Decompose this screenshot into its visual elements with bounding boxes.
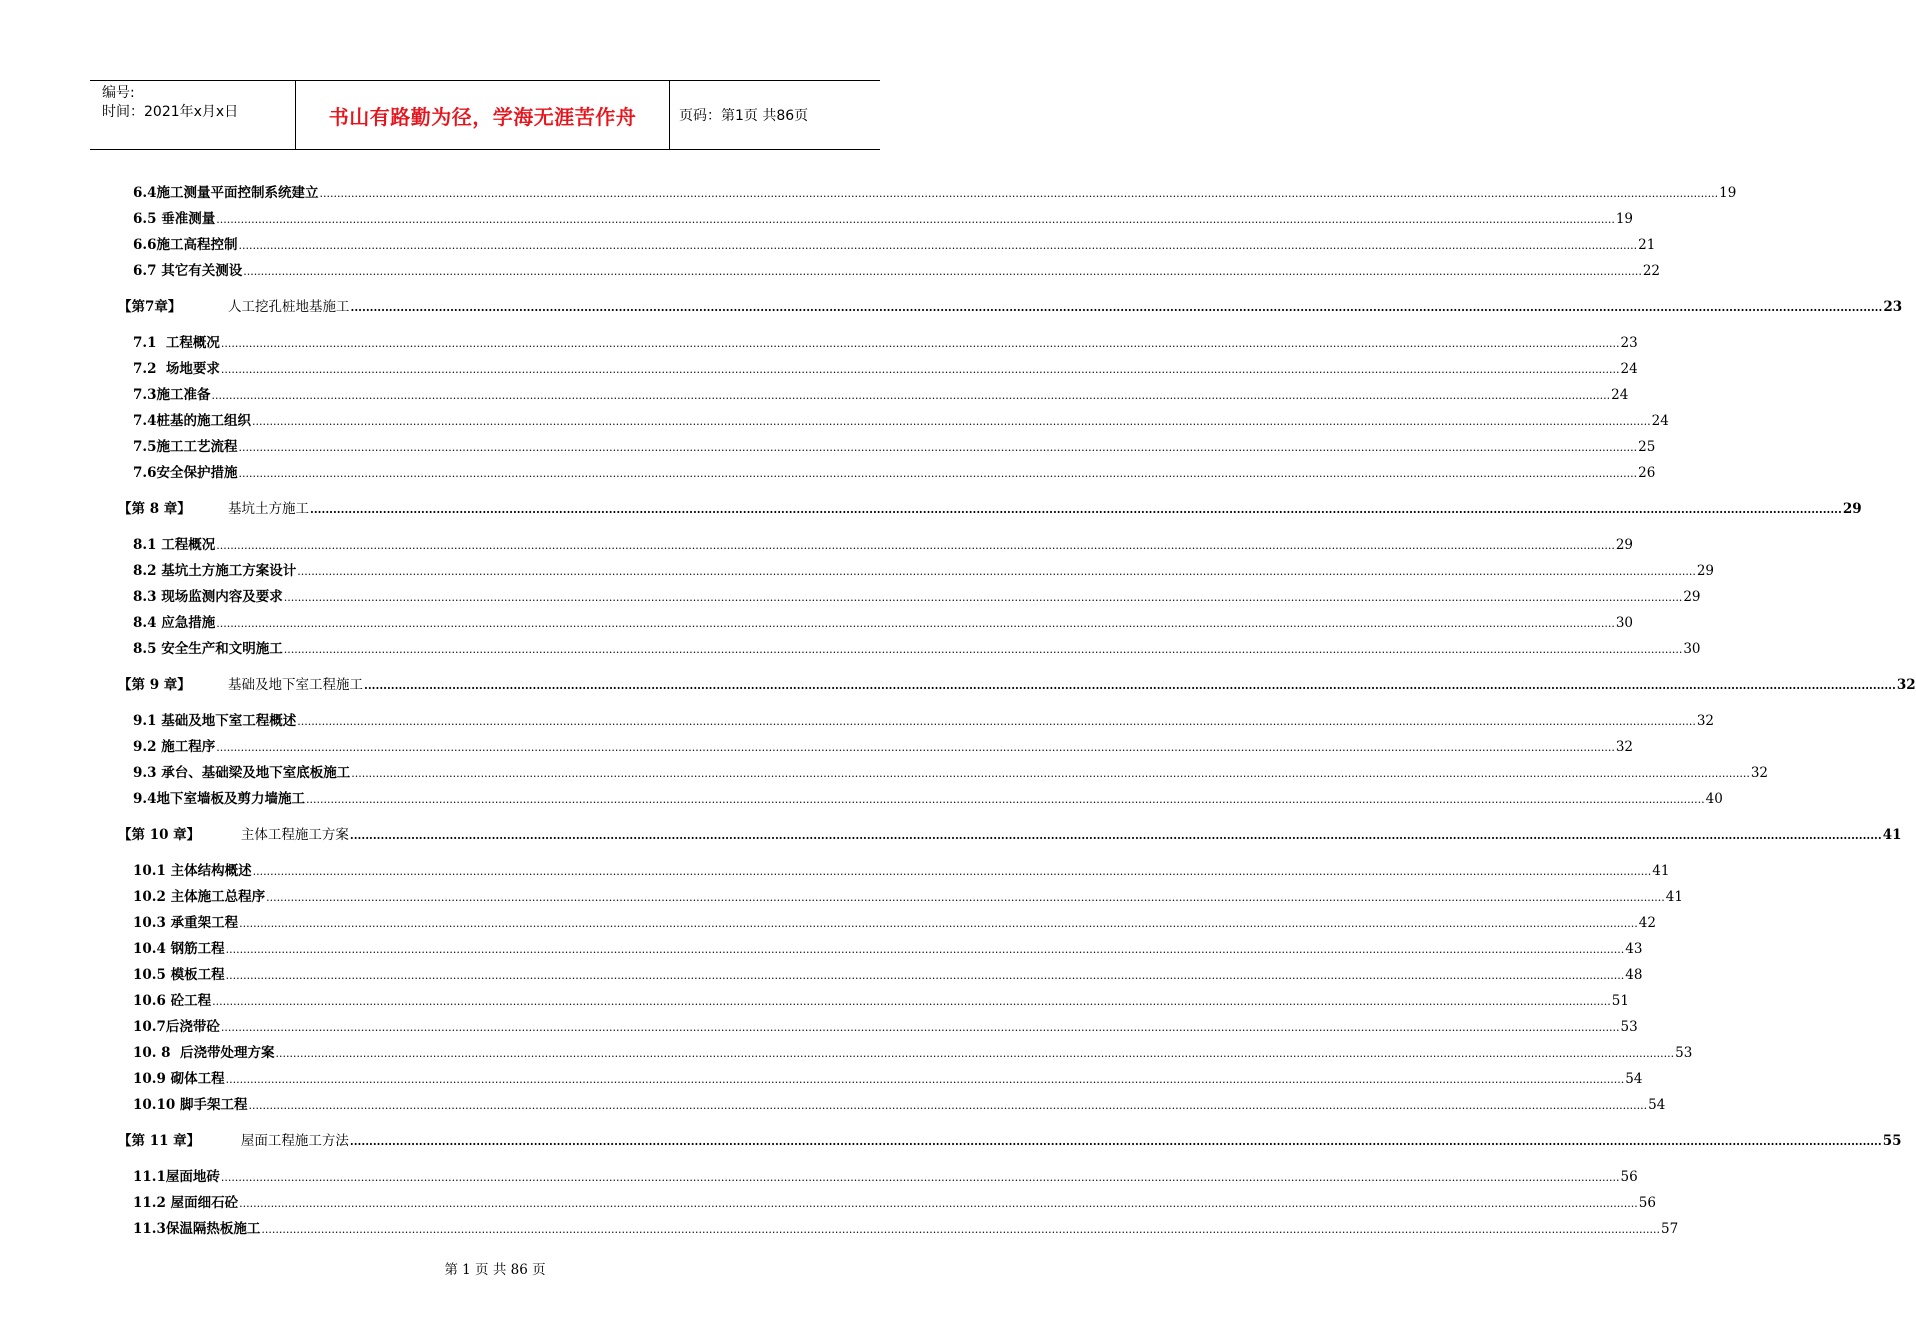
toc-leader-dots: ................................................................................................................................................................................................................................................................................................................................................................................................................	[248, 1099, 1648, 1112]
toc-chapter-number: 【第 8 章】	[118, 501, 191, 517]
toc-section-entry[interactable]	[133, 536, 1634, 554]
toc-chapter-entry[interactable]	[118, 1132, 1902, 1150]
toc-leader-dots: ................................................................................................................................................................................................................................................................................................................................................................................................................	[283, 591, 1683, 604]
toc-section-entry[interactable]	[133, 588, 1701, 606]
toc-entry-title: 施工高程控制	[156, 237, 238, 253]
toc-entry-title: 保温隔热板施工	[165, 1221, 261, 1237]
toc-page-number: 32	[1750, 765, 1769, 781]
toc-leader-dots: ................................................................................................................................................................................................................................................................................................................................................................................................................	[238, 441, 1638, 454]
toc-section-number: 6.7	[133, 263, 157, 279]
toc-entry-title: 主体施工总程序	[165, 889, 266, 905]
toc-leader-dots: ................................................................................................................................................................................................................................................................................................................................................................................................................	[216, 539, 1615, 552]
toc-section-number: 10.10	[133, 1097, 176, 1113]
toc-section-entry[interactable]	[133, 210, 1634, 228]
toc-page-number: 19	[1719, 185, 1737, 201]
toc-entry-label	[133, 1194, 238, 1212]
toc-entry-label	[133, 790, 305, 808]
toc-entry-label	[133, 412, 251, 430]
toc-entry-title: 主体工程施工方案	[228, 827, 349, 843]
toc-section-number: 10.1	[133, 863, 166, 879]
toc-page-number: 48	[1625, 967, 1643, 983]
toc-section-number: 8.4	[133, 615, 157, 631]
toc-section-number: 11.3	[133, 1221, 166, 1237]
toc-leader-dots: ................................................................................................................................................................................................................................................................................................................................................................................................................	[275, 1047, 1675, 1060]
toc-entry-label	[133, 386, 211, 404]
toc-entry-title: 其它有关测设	[156, 263, 243, 279]
toc-leader-dots: ................................................................................................................................................................................................................................................................................................................................................................................................................	[225, 943, 1625, 956]
toc-section-entry[interactable]	[133, 236, 1656, 254]
toc-leader-dots: ................................................................................................................................................................................................................................................................................................................................................................................................................	[349, 1135, 1882, 1148]
toc-section-number: 7.5	[133, 439, 157, 455]
toc-leader-dots: ................................................................................................................................................................................................................................................................................................................................................................................................................	[238, 467, 1638, 480]
toc-section-entry[interactable]	[133, 1194, 1656, 1212]
toc-entry-title: 桩基的施工组织	[156, 413, 251, 429]
toc-entry-title: 工程概况	[156, 537, 216, 553]
toc-entry-label	[118, 826, 349, 844]
toc-section-entry[interactable]	[133, 1096, 1666, 1114]
toc-page-number: 41	[1665, 889, 1683, 905]
toc-entry-title: 脚手架工程	[175, 1097, 248, 1113]
toc-entry-title: 场地要求	[156, 361, 220, 377]
toc-entry-title: 基坑土方施工方案设计	[156, 563, 297, 579]
toc-entry-title: 工程概况	[156, 335, 220, 351]
toc-page-number: 24	[1611, 387, 1629, 403]
toc-entry-title: 承台、基础梁及地下室底板施工	[156, 765, 351, 781]
toc-entry-label	[133, 1044, 275, 1062]
toc-page-number: 29	[1842, 501, 1862, 517]
toc-entry-title: 基础及地下室工程施工	[228, 677, 363, 693]
toc-entry-label	[133, 210, 215, 228]
toc-section-entry[interactable]	[133, 1018, 1638, 1036]
toc-entry-title: 施工程序	[156, 739, 216, 755]
toc-entry-title: 安全生产和文明施工	[156, 641, 283, 657]
toc-entry-title: 人工挖孔桩地基施工	[228, 299, 350, 315]
toc-page-number: 30	[1615, 615, 1634, 631]
toc-section-number: 10.6	[133, 993, 166, 1009]
toc-page-number: 29	[1696, 563, 1715, 579]
toc-section-entry[interactable]	[133, 412, 1669, 430]
toc-chapter-entry[interactable]	[118, 298, 1903, 316]
toc-section-entry[interactable]	[133, 764, 1769, 782]
toc-entry-label	[133, 438, 238, 456]
toc-entry-title: 现场监测内容及要求	[156, 589, 283, 605]
toc-page-number: 54	[1648, 1097, 1666, 1113]
toc-entry-label	[133, 236, 238, 254]
toc-leader-dots: ................................................................................................................................................................................................................................................................................................................................................................................................................	[212, 995, 1611, 1008]
toc-leader-dots: ................................................................................................................................................................................................................................................................................................................................................................................................................	[225, 1073, 1625, 1086]
toc-entry-label	[133, 588, 283, 606]
toc-page-number: 22	[1642, 263, 1661, 279]
toc-entry-title: 施工工艺流程	[156, 439, 238, 455]
toc-section-entry[interactable]	[133, 360, 1638, 378]
toc-leader-dots: ................................................................................................................................................................................................................................................................................................................................................................................................................	[252, 415, 1651, 428]
toc-chapter-number: 【第 11 章】	[118, 1133, 201, 1149]
toc-leader-dots: ................................................................................................................................................................................................................................................................................................................................................................................................................	[220, 337, 1620, 350]
toc-page-number: 24	[1651, 413, 1669, 429]
toc-section-entry[interactable]	[133, 966, 1643, 984]
toc-entry-title: 安全保护措施	[156, 465, 238, 481]
toc-entry-title: 后浇带砼	[165, 1019, 220, 1035]
toc-entry-label	[118, 1132, 349, 1150]
toc-section-number: 10. 8	[133, 1045, 171, 1061]
toc-entry-title: 屋面地砖	[165, 1169, 220, 1185]
toc-section-entry[interactable]	[133, 1044, 1693, 1062]
toc-section-number: 7.4	[133, 413, 157, 429]
toc-leader-dots: ................................................................................................................................................................................................................................................................................................................................................................................................................	[266, 891, 1665, 904]
toc-entry-label	[118, 500, 309, 518]
toc-leader-dots: ................................................................................................................................................................................................................................................................................................................................................................................................................	[252, 865, 1652, 878]
toc-section-number: 7.2	[133, 361, 157, 377]
toc-leader-dots: ................................................................................................................................................................................................................................................................................................................................................................................................................	[243, 265, 1642, 278]
toc-section-entry[interactable]	[133, 888, 1683, 906]
toc-leader-dots: ................................................................................................................................................................................................................................................................................................................................................................................................................	[220, 363, 1620, 376]
toc-entry-label	[133, 992, 211, 1010]
toc-page-number: 19	[1615, 211, 1634, 227]
toc-page-number: 32	[1615, 739, 1634, 755]
toc-section-number: 11.2	[133, 1195, 166, 1211]
toc-entry-title: 钢筋工程	[165, 941, 225, 957]
toc-entry-title: 施工准备	[156, 387, 211, 403]
toc-page-number: 26	[1638, 465, 1656, 481]
toc-page-number: 32	[1696, 713, 1715, 729]
toc-entry-title: 主体结构概述	[165, 863, 252, 879]
toc-section-entry[interactable]	[133, 940, 1643, 958]
header-meta	[90, 81, 295, 149]
toc-section-entry[interactable]	[133, 862, 1670, 880]
toc-section-entry[interactable]	[133, 438, 1656, 456]
toc-entry-label	[133, 738, 215, 756]
toc-section-number: 10.4	[133, 941, 166, 957]
toc-entry-title: 垂准测量	[156, 211, 216, 227]
toc-leader-dots: ................................................................................................................................................................................................................................................................................................................................................................................................................	[216, 741, 1615, 754]
toc-leader-dots: ................................................................................................................................................................................................................................................................................................................................................................................................................	[349, 829, 1882, 842]
toc-page-number: 57	[1661, 1221, 1679, 1237]
toc-section-entry[interactable]	[133, 614, 1634, 632]
toc-section-entry[interactable]	[133, 992, 1629, 1010]
toc-page-number: 29	[1615, 537, 1634, 553]
toc-entry-title: 模板工程	[165, 967, 225, 983]
toc-section-number: 8.2	[133, 563, 157, 579]
toc-page-number: 53	[1675, 1045, 1693, 1061]
toc-section-number: 8.5	[133, 641, 157, 657]
toc-chapter-entry[interactable]	[118, 676, 1916, 694]
toc-entry-title: 砼工程	[165, 993, 212, 1009]
toc-leader-dots: ................................................................................................................................................................................................................................................................................................................................................................................................................	[306, 793, 1705, 806]
document-time-label: 时间：2021年x月x日	[102, 104, 239, 120]
toc-entry-label	[133, 614, 215, 632]
toc-leader-dots: ................................................................................................................................................................................................................................................................................................................................................................................................................	[225, 969, 1625, 982]
toc-page-number: 30	[1683, 641, 1701, 657]
toc-leader-dots: ................................................................................................................................................................................................................................................................................................................................................................................................................	[220, 1021, 1620, 1034]
toc-page-number: 25	[1638, 439, 1656, 455]
toc-leader-dots: ................................................................................................................................................................................................................................................................................................................................................................................................................	[238, 239, 1638, 252]
toc-entry-label	[133, 1070, 225, 1088]
toc-chapter-number: 【第 10 章】	[118, 827, 201, 843]
toc-section-entry[interactable]	[133, 1070, 1643, 1088]
toc-entry-label	[133, 562, 296, 580]
toc-section-entry[interactable]	[133, 1220, 1679, 1238]
toc-leader-dots: ................................................................................................................................................................................................................................................................................................................................................................................................................	[310, 503, 1842, 516]
toc-entry-title: 基坑土方施工	[228, 501, 309, 517]
toc-entry-label	[133, 1018, 220, 1036]
toc-section-number: 9.1	[133, 713, 157, 729]
toc-entry-title: 施工测量平面控制系统建立	[156, 185, 319, 201]
toc-entry-label	[118, 298, 350, 316]
toc-section-entry[interactable]	[133, 1168, 1638, 1186]
toc-entry-label	[133, 464, 238, 482]
toc-page-number: 23	[1620, 335, 1638, 351]
toc-entry-label	[133, 888, 265, 906]
page-footer: 第 1 页 共 86 页	[444, 1262, 546, 1278]
toc-entry-label	[133, 966, 225, 984]
toc-page-number: 42	[1638, 915, 1656, 931]
toc-leader-dots: ................................................................................................................................................................................................................................................................................................................................................................................................................	[211, 389, 1611, 402]
toc-section-number: 7.3	[133, 387, 157, 403]
toc-page-number: 43	[1625, 941, 1643, 957]
toc-page-number: 56	[1638, 1195, 1656, 1211]
toc-page-number: 21	[1638, 237, 1656, 253]
toc-entry-title: 应急措施	[156, 615, 216, 631]
toc-section-number: 9.4	[133, 791, 157, 807]
toc-leader-dots: ................................................................................................................................................................................................................................................................................................................................................................................................................	[261, 1223, 1661, 1236]
toc-leader-dots: ................................................................................................................................................................................................................................................................................................................................................................................................................	[283, 643, 1683, 656]
toc-leader-dots: ................................................................................................................................................................................................................................................................................................................................................................................................................	[239, 917, 1638, 930]
toc-entry-label	[133, 360, 220, 378]
toc-section-number: 9.2	[133, 739, 157, 755]
toc-entry-title: 承重架工程	[165, 915, 239, 931]
toc-section-entry[interactable]	[133, 914, 1656, 932]
toc-chapter-entry[interactable]	[118, 500, 1862, 518]
toc-entry-label	[133, 1168, 220, 1186]
toc-section-entry[interactable]	[133, 562, 1715, 580]
toc-entry-title: 地下室墙板及剪力墙施工	[156, 791, 305, 807]
toc-leader-dots: ................................................................................................................................................................................................................................................................................................................................................................................................................	[297, 715, 1696, 728]
toc-chapter-number: 【第 9 章】	[118, 677, 191, 693]
toc-page-number: 56	[1620, 1169, 1638, 1185]
toc-section-entry[interactable]	[133, 184, 1737, 202]
toc-entry-label	[133, 1220, 260, 1238]
toc-entry-label	[133, 184, 319, 202]
document-number-label: 编号:	[102, 85, 135, 101]
toc-page-number: 55	[1882, 1133, 1902, 1149]
toc-section-number: 8.1	[133, 537, 157, 553]
toc-section-number: 10.3	[133, 915, 166, 931]
toc-entry-label	[133, 536, 215, 554]
toc-section-number: 10.2	[133, 889, 166, 905]
toc-leader-dots: ................................................................................................................................................................................................................................................................................................................................................................................................................	[220, 1171, 1620, 1184]
toc-section-number: 6.4	[133, 185, 157, 201]
toc-page-number: 54	[1625, 1071, 1643, 1087]
toc-entry-title: 屋面细石砼	[165, 1195, 239, 1211]
toc-entry-title: 屋面工程施工方法	[228, 1133, 349, 1149]
toc-section-number: 7.1	[133, 335, 157, 351]
toc-section-entry[interactable]	[133, 712, 1715, 730]
toc-page-number: 24	[1620, 361, 1638, 377]
toc-page-number: 51	[1611, 993, 1629, 1009]
toc-chapter-number: 【第7章】	[118, 299, 182, 315]
toc-section-entry[interactable]	[133, 640, 1701, 658]
toc-leader-dots: ................................................................................................................................................................................................................................................................................................................................................................................................................	[351, 767, 1750, 780]
toc-leader-dots: ................................................................................................................................................................................................................................................................................................................................................................................................................	[350, 301, 1883, 314]
toc-section-number: 6.6	[133, 237, 157, 253]
toc-section-number: 10.9	[133, 1071, 166, 1087]
toc-entry-label	[133, 764, 350, 782]
toc-leader-dots: ................................................................................................................................................................................................................................................................................................................................................................................................................	[364, 679, 1896, 692]
toc-entry-title: 砌体工程	[165, 1071, 225, 1087]
toc-section-number: 11.1	[133, 1169, 166, 1185]
toc-section-entry[interactable]	[133, 464, 1656, 482]
toc-section-number: 7.6	[133, 465, 157, 481]
toc-entry-label	[133, 862, 252, 880]
toc-section-entry[interactable]	[133, 790, 1723, 808]
toc-entry-label	[133, 640, 283, 658]
toc-page-number: 23	[1883, 299, 1903, 315]
toc-section-entry[interactable]	[133, 262, 1661, 280]
page-header	[90, 80, 880, 150]
toc-entry-label	[118, 676, 363, 694]
toc-section-number: 10.7	[133, 1019, 166, 1035]
toc-chapter-entry[interactable]	[118, 826, 1902, 844]
toc-page-number: 32	[1896, 677, 1916, 693]
toc-section-number: 6.5	[133, 211, 157, 227]
toc-leader-dots: ................................................................................................................................................................................................................................................................................................................................................................................................................	[319, 187, 1719, 200]
toc-entry-label	[133, 712, 296, 730]
toc-entry-title: 基础及地下室工程概述	[156, 713, 297, 729]
toc-page-number: 53	[1620, 1019, 1638, 1035]
toc-entry-title: 后浇带处理方案	[170, 1045, 275, 1061]
toc-page-number: 29	[1683, 589, 1701, 605]
toc-section-number: 8.3	[133, 589, 157, 605]
toc-page-number: 41	[1652, 863, 1670, 879]
toc-entry-label	[133, 1096, 247, 1114]
toc-leader-dots: ................................................................................................................................................................................................................................................................................................................................................................................................................	[216, 213, 1615, 226]
header-page-info: 页码：第1页 共86页	[679, 108, 809, 124]
toc-section-entry[interactable]	[133, 386, 1629, 404]
toc-entry-label	[133, 914, 238, 932]
toc-leader-dots: ................................................................................................................................................................................................................................................................................................................................................................................................................	[297, 565, 1696, 578]
toc-entry-label	[133, 334, 220, 352]
toc-entry-label	[133, 262, 242, 280]
toc-leader-dots: ................................................................................................................................................................................................................................................................................................................................................................................................................	[216, 617, 1615, 630]
toc-entry-label	[133, 940, 225, 958]
toc-section-entry[interactable]	[133, 738, 1634, 756]
header-motto: 书山有路勤为径，学海无涯苦作舟	[295, 81, 670, 149]
toc-section-number: 10.5	[133, 967, 166, 983]
toc-section-number: 9.3	[133, 765, 157, 781]
toc-leader-dots: ................................................................................................................................................................................................................................................................................................................................................................................................................	[239, 1197, 1638, 1210]
toc-page-number: 41	[1882, 827, 1902, 843]
toc-page-number: 40	[1705, 791, 1723, 807]
toc-section-entry[interactable]	[133, 334, 1638, 352]
